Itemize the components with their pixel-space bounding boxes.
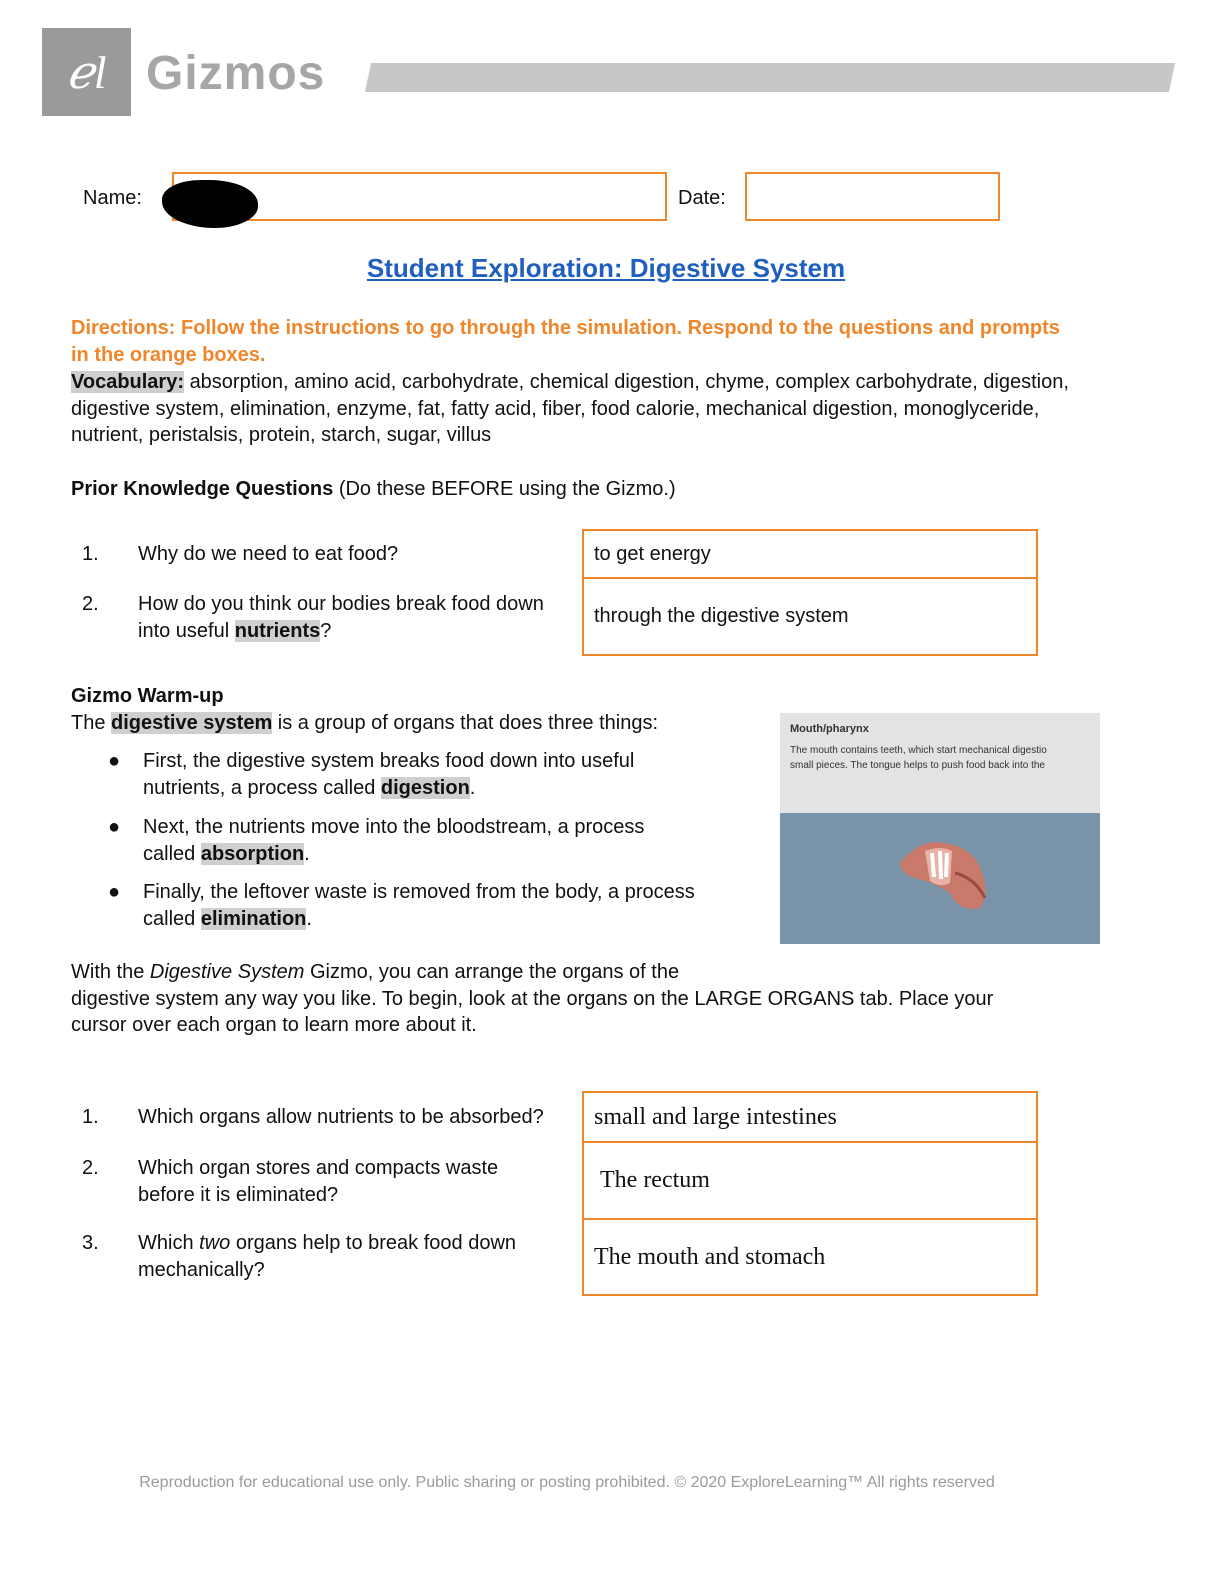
bullet-item: [108, 879, 695, 932]
screenshot-heading: Mouth/pharynx: [790, 723, 869, 735]
bullet-dot: ●: [108, 750, 121, 772]
directions: Directions: Follow the instructions to go through the simulation. Respond to the questions and prompts in the orange boxes.: [71, 317, 1060, 366]
warmup-paragraph: [71, 959, 1091, 1039]
bullet-text: Finally, the leftover waste is removed from the body, a process: [143, 881, 695, 903]
intro-text: The: [71, 712, 106, 734]
question-number: 3.: [82, 1232, 99, 1254]
bullet-text: nutrients, a process called: [143, 776, 376, 799]
paragraph-text: cursor over each organ to learn more about it.: [71, 1014, 477, 1036]
question-number: 2.: [82, 1157, 99, 1179]
prior-heading-text: Prior Knowledge Questions: [71, 478, 334, 500]
vocab-term: digestion: [380, 776, 470, 799]
bullet-dot: ●: [108, 816, 121, 838]
paragraph-text: digestive system any way you like. To begin, look at the organs on the LARGE ORGANS tab. Place your: [71, 987, 994, 1010]
question-number: 2.: [82, 593, 99, 615]
name-field[interactable]: [172, 172, 667, 221]
vocabulary-terms: absorption, amino acid, carbohydrate, chemical digestion, chyme, complex carbohydrate, digestion, digestive system, elimination, enzyme, fat, fatty acid, fiber, food calorie, mechanical digestion, monoglyceride, nutrient, peristalsis, protein, starch, sugar, villus: [71, 371, 1069, 446]
prior-question-1: [82, 541, 398, 568]
question-text: into useful: [138, 619, 230, 642]
answer-cell[interactable]: The rectum: [583, 1142, 1037, 1219]
question-text: Why do we need to eat food?: [138, 543, 399, 565]
vocab-term: elimination: [200, 907, 307, 930]
answer-cell[interactable]: through the digestive system: [583, 578, 1037, 655]
question-text: Which: [138, 1232, 194, 1254]
header-band: [365, 63, 1175, 92]
explorelearning-logo: [42, 28, 131, 116]
bullet-item: [108, 814, 644, 867]
prior-note: (Do these BEFORE using the Gizmo.): [338, 478, 676, 500]
prior-knowledge-heading: [71, 476, 676, 503]
question-text: organs help to break food down: [235, 1232, 517, 1254]
vocabulary: [71, 369, 1081, 449]
answer-cell[interactable]: The mouth and stomach: [583, 1219, 1037, 1295]
answer-cell[interactable]: to get energy: [583, 530, 1037, 578]
mouth-organ-icon: [890, 833, 1000, 918]
warmup-heading: Gizmo Warm-up: [71, 685, 224, 707]
warmup-intro: [71, 710, 658, 737]
footer-notice: Reproduction for educational use only. Public sharing or posting prohibited. © 2020 ExploreLearning™ All rights reserved: [139, 1474, 995, 1491]
warmup-question-3: [82, 1230, 516, 1283]
paragraph-text: Gizmo, you can arrange the organs of the: [309, 961, 680, 983]
question-italic: two: [199, 1232, 231, 1254]
screenshot-line: small pieces. The tongue helps to push food back into the: [790, 760, 1045, 771]
bullet-item: [108, 748, 634, 801]
bullet-text: called: [143, 907, 196, 930]
name-label: Name:: [83, 187, 142, 209]
screenshot-text: [790, 743, 1098, 773]
redaction-mark: [162, 180, 258, 228]
bullet-dot: ●: [108, 881, 121, 903]
intro-text: is a group of organs that does three things:: [277, 712, 659, 734]
vocabulary-label: Vocabulary:: [71, 371, 184, 393]
question-number: 1.: [82, 1106, 99, 1128]
prior-answers-table: [582, 529, 1038, 656]
vocab-term: absorption: [200, 842, 305, 865]
question-text: How do you think our bodies break food down: [138, 593, 544, 615]
prior-question-2: [82, 591, 582, 644]
screenshot-line: The mouth contains teeth, which start mechanical digestio: [790, 745, 1047, 756]
paragraph-text: With the: [71, 961, 145, 983]
date-field[interactable]: [745, 172, 1000, 221]
page-title: Student Exploration: Digestive System: [366, 253, 846, 283]
bullet-text: called: [143, 842, 196, 865]
paragraph-italic: Digestive System: [149, 961, 305, 983]
warmup-question-2: [82, 1155, 498, 1208]
bullet-punct: .: [304, 842, 310, 865]
brand-name: Gizmos: [146, 47, 326, 100]
question-number: 1.: [82, 543, 99, 565]
bullet-punct: .: [469, 776, 476, 799]
gizmo-screenshot-panel: [780, 713, 1100, 813]
vocab-term: digestive system: [111, 712, 273, 734]
gizmo-screenshot-viewer: [780, 813, 1100, 944]
question-text: Which organ stores and compacts waste: [138, 1157, 499, 1179]
logo-glyph: ℯl: [66, 47, 107, 98]
answer-cell[interactable]: small and large intestines: [583, 1092, 1037, 1142]
question-punct: ?: [320, 619, 332, 642]
vocab-term: nutrients: [234, 619, 321, 642]
bullet-text: First, the digestive system breaks food down into useful: [143, 750, 635, 772]
bullet-text: Next, the nutrients move into the bloodstream, a process: [143, 816, 645, 838]
question-text: Which organs allow nutrients to be absorbed?: [138, 1106, 544, 1128]
warmup-answers-table: [582, 1091, 1038, 1296]
warmup-question-1: [82, 1104, 544, 1131]
date-label: Date:: [678, 187, 726, 209]
question-text: before it is eliminated?: [138, 1183, 339, 1206]
question-text: mechanically?: [138, 1258, 265, 1281]
bullet-punct: .: [306, 907, 312, 930]
